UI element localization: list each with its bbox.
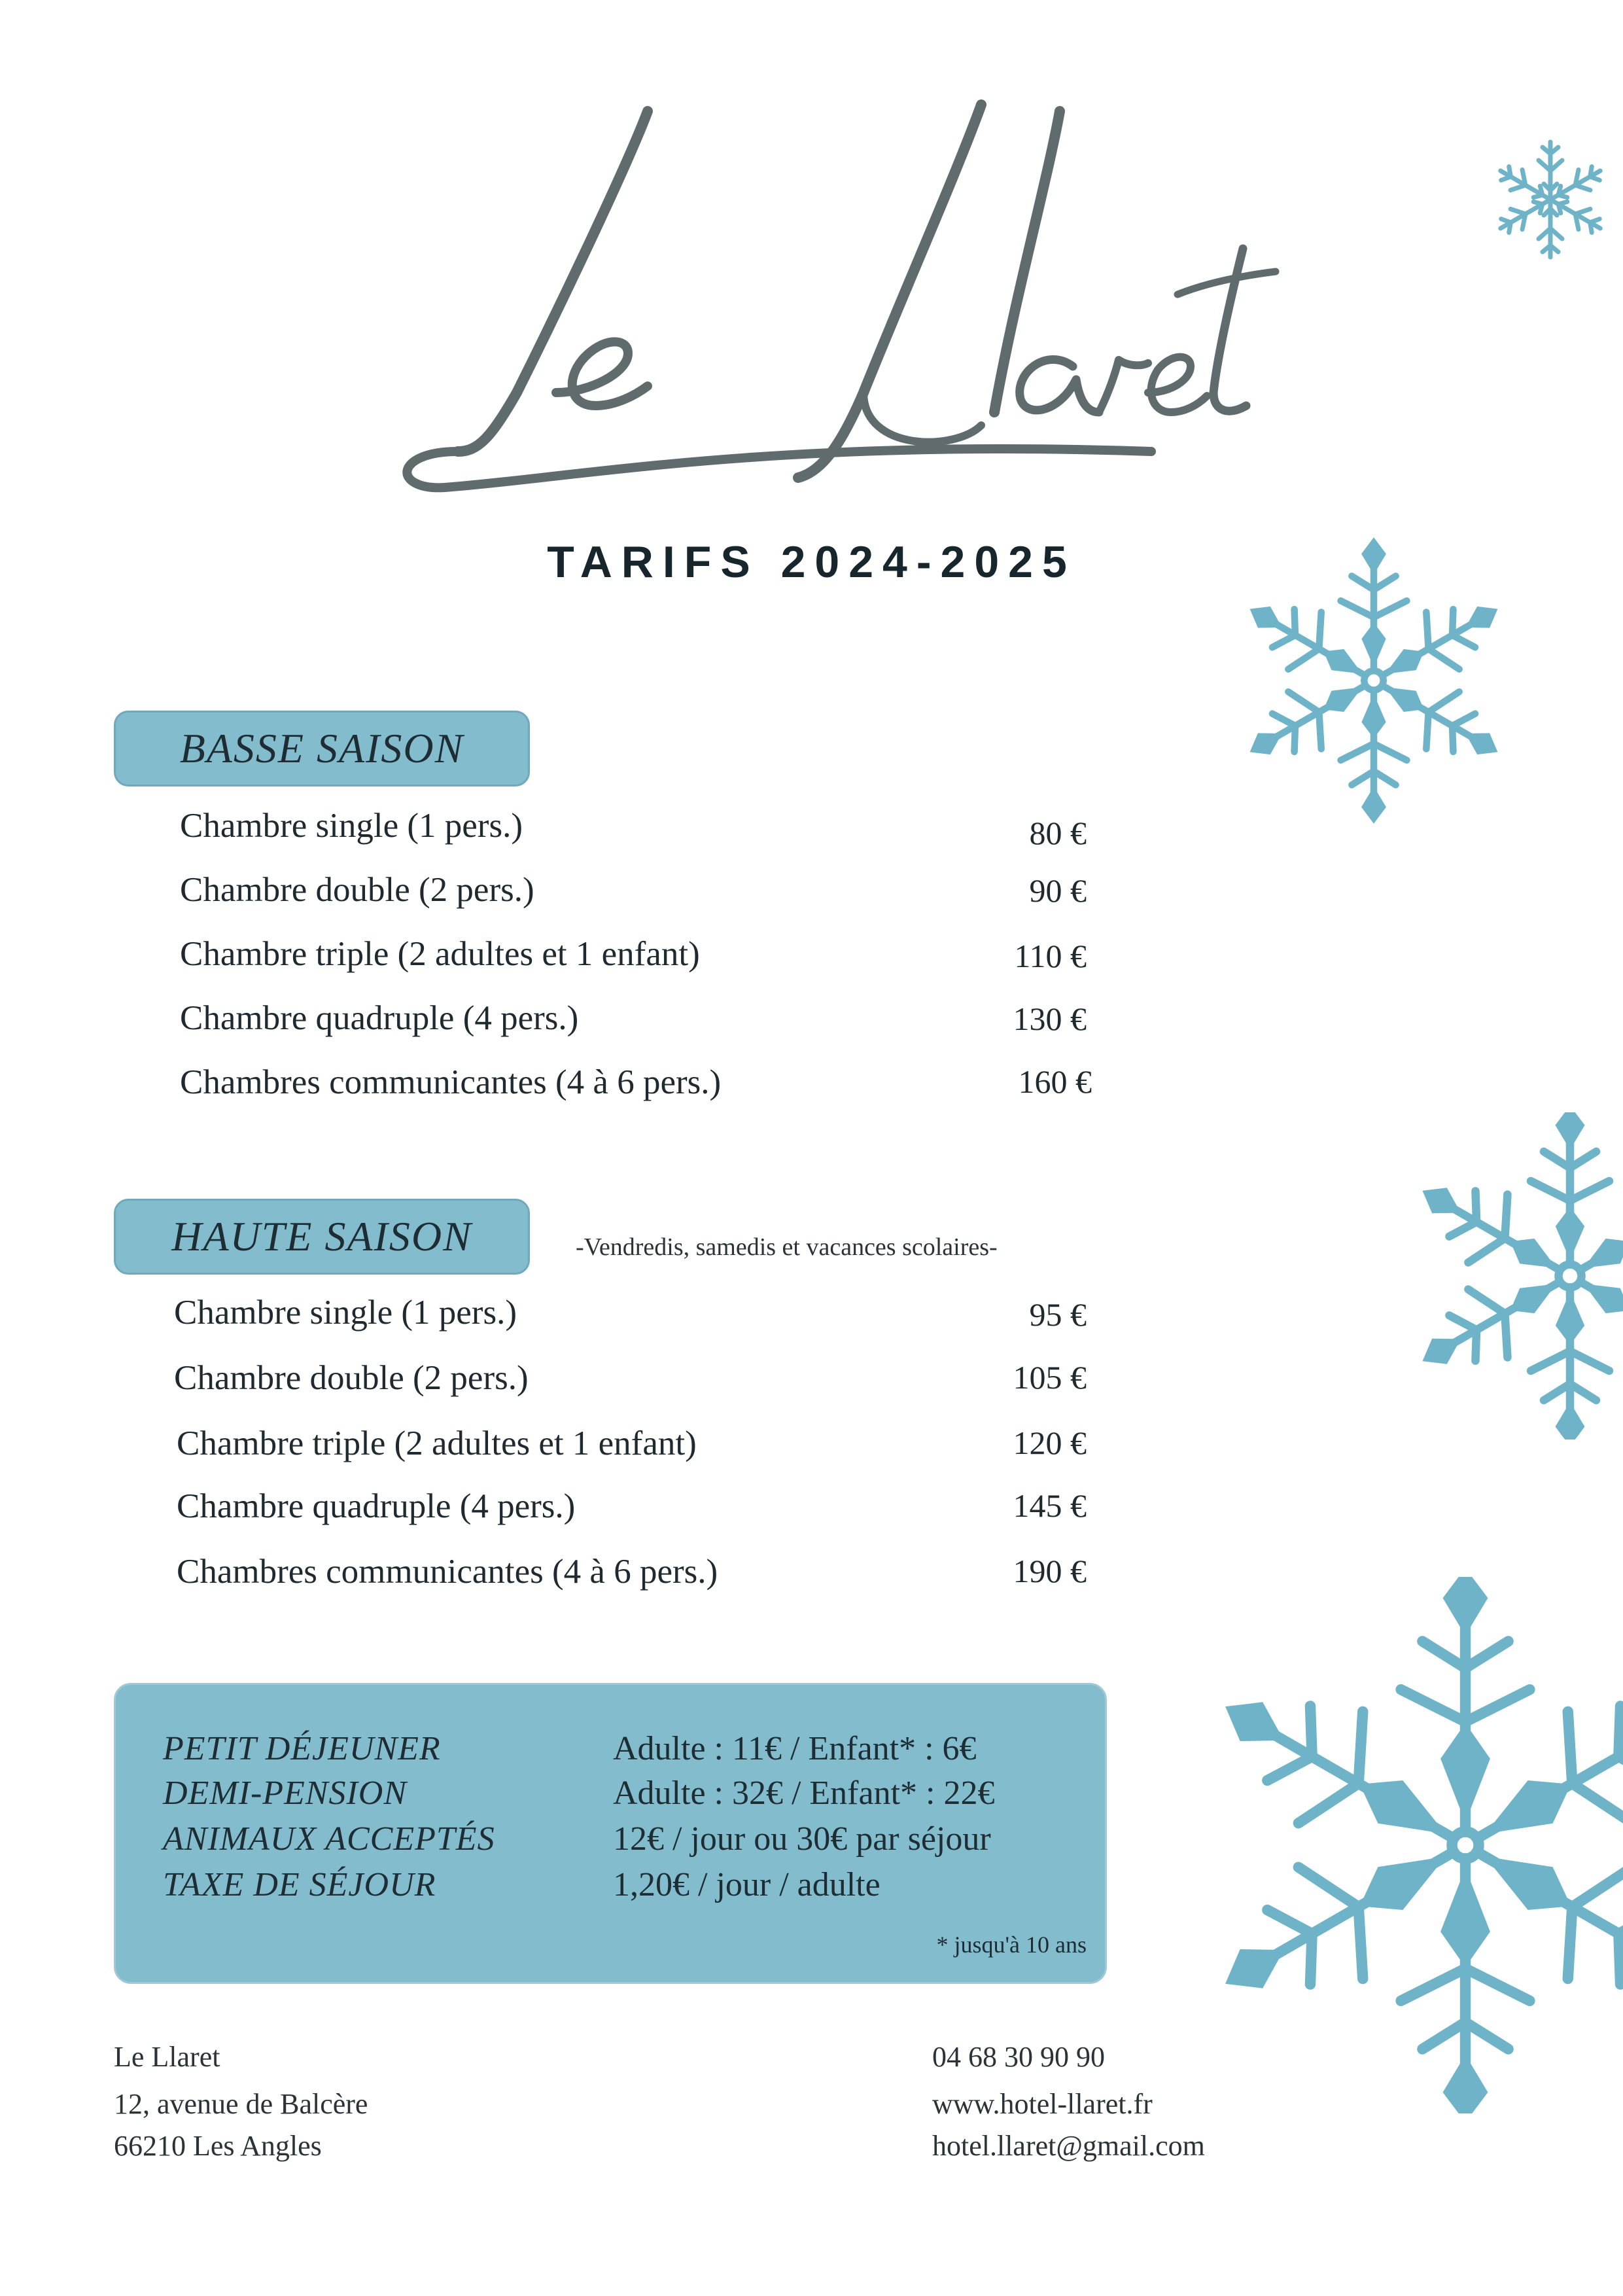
- page-subtitle: TARIFS 2024-2025: [547, 537, 1076, 587]
- rate-row: [0, 998, 1623, 1057]
- snowflake-icon: [1236, 530, 1511, 831]
- footer-city: 66210 Les Angles: [114, 2130, 322, 2162]
- snowflake-icon: [1197, 1577, 1623, 2113]
- rate-row: [0, 870, 1623, 929]
- rate-row: [0, 1487, 1623, 1545]
- extras-label: DEMI-PENSION: [163, 1775, 408, 1812]
- rate-label: Chambre quadruple (4 pers.): [177, 1487, 576, 1525]
- rate-price: 145 €: [1013, 1487, 1087, 1524]
- haute-saison-note: -Vendredis, samedis et vacances scolaires-: [576, 1233, 998, 1261]
- rate-price: 110 €: [1014, 938, 1087, 974]
- rate-row: [0, 1063, 1623, 1122]
- extras-value: 12€ / jour ou 30€ par séjour: [613, 1820, 991, 1858]
- extras-value: Adulte : 32€ / Enfant* : 22€: [613, 1775, 995, 1812]
- rate-price: 80 €: [1029, 815, 1087, 851]
- rate-label: Chambre double (2 pers.): [174, 1359, 529, 1397]
- extras-box: [114, 1683, 1107, 1984]
- rate-row: [0, 1293, 1623, 1352]
- extras-value: 1,20€ / jour / adulte: [613, 1866, 881, 1903]
- extras-label: TAXE DE SÉJOUR: [163, 1866, 436, 1903]
- rate-row: [0, 934, 1623, 993]
- rate-price: 190 €: [1013, 1553, 1087, 1589]
- rate-price: 120 €: [1013, 1424, 1087, 1461]
- extras-label: ANIMAUX ACCEPTÉS: [163, 1820, 495, 1858]
- extras-footnote: * jusqu'à 10 ans: [936, 1932, 1087, 1958]
- rate-label: Chambre double (2 pers.): [180, 871, 534, 909]
- rate-label: Chambre triple (2 adultes et 1 enfant): [180, 935, 700, 973]
- rate-label: Chambres communicantes (4 à 6 pers.): [177, 1553, 718, 1591]
- rate-price: 95 €: [1029, 1296, 1087, 1333]
- extras-label: PETIT DÉJEUNER: [163, 1730, 441, 1767]
- basse-saison-title: BASSE SAISON: [114, 711, 530, 786]
- rate-label: Chambre quadruple (4 pers.): [180, 999, 579, 1037]
- footer-phone[interactable]: 04 68 30 90 90: [932, 2041, 1105, 2073]
- extras-value: Adulte : 11€ / Enfant* : 6€: [613, 1730, 977, 1767]
- rate-label: Chambre triple (2 adultes et 1 enfant): [177, 1424, 697, 1462]
- snowflake-icon: [1485, 124, 1616, 275]
- rate-row: [0, 1358, 1623, 1417]
- footer-name: Le Llaret: [114, 2041, 220, 2073]
- footer-email[interactable]: hotel.llaret@gmail.com: [932, 2130, 1205, 2162]
- snowflake-icon: [1406, 1112, 1623, 1439]
- rate-row: [0, 1424, 1623, 1483]
- rate-label: Chambres communicantes (4 à 6 pers.): [180, 1063, 722, 1101]
- rate-price: 160 €: [1018, 1063, 1092, 1100]
- rate-price: 90 €: [1029, 872, 1087, 909]
- footer-street: 12, avenue de Balcère: [114, 2088, 368, 2120]
- footer-website[interactable]: www.hotel-llaret.fr: [932, 2088, 1153, 2120]
- hotel-logo: [366, 85, 1282, 504]
- rate-price: 105 €: [1013, 1359, 1087, 1396]
- haute-saison-title: HAUTE SAISON: [114, 1199, 530, 1275]
- rate-price: 130 €: [1013, 1000, 1087, 1037]
- rate-label: Chambre single (1 pers.): [180, 807, 523, 845]
- rate-label: Chambre single (1 pers.): [174, 1294, 517, 1332]
